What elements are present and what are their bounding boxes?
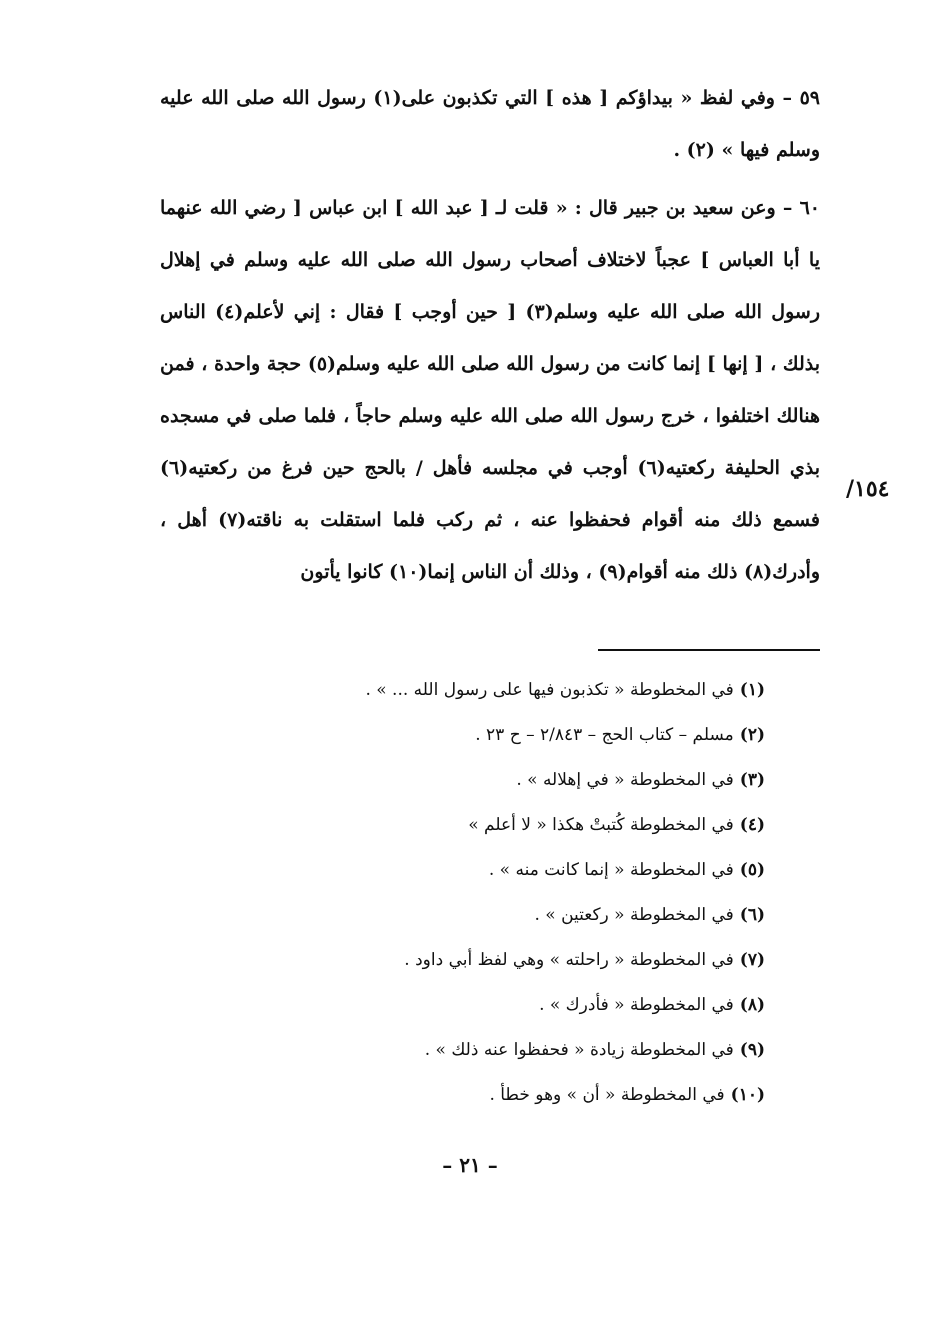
footnote-number: (٧)	[739, 950, 765, 970]
footnote-text: في المخطوطة « تكذبون فيها على رسول الله ... » .	[365, 680, 734, 700]
footnote	[200, 938, 765, 983]
footnote	[200, 983, 765, 1028]
footnote	[200, 1073, 765, 1118]
footnote	[200, 893, 765, 938]
footnote-number: (٢)	[739, 725, 765, 745]
manuscript-folio-marker: ١٥٤/	[846, 476, 890, 502]
footnote-text: مسلم – كتاب الحج – ٢/٨٤٣ – ح ٢٣ .	[475, 725, 734, 745]
hadith-60-paragraph: ٦٠ – وعن سعيد بن جبير قال : « قلت لـ [ عبد الله ] ابن عباس [ رضي الله عنهما يا أبا العباس ] عجباً لاختلاف أصحاب رسول الله صلى الله عليه وسلم في إهلال رسول الله صلى الله عليه وسلم(٣) [ حين أوجب ] فقال : إني لأعلم(٤) الناس بذلك ، [ إنها ] إنما كانت من رسول الله صلى الله عليه وسلم(٥) حجة واحدة ، فمن هنالك اختلفوا ، خرج رسول الله صلى الله عليه وسلم حاجاً ، فلما صلى في مسجده بذي الحليفة ركعتيه(٦) أوجب في مجلسه فأهل / بالحج حين فرغ من ركعتيه(٦) فسمع ذلك منه أقوام فحفظوا عنه ، ثم ركب فلما استقلت به ناقته(٧) أهل ، وأدرك(٨) ذلك منه أقوام(٩) ، وذلك أن الناس إنما(١٠) كانوا يأتون	[160, 197, 820, 583]
footnote-separator	[598, 649, 820, 651]
footnote-number: (٦)	[739, 905, 765, 925]
page-number: – ٢١ –	[442, 1153, 498, 1177]
footnote	[200, 803, 765, 848]
footnote-number: (٨)	[739, 995, 765, 1015]
footnote	[200, 848, 765, 893]
footnote-text: في المخطوطة « في إهلاله » .	[516, 770, 734, 790]
footnote	[200, 758, 765, 803]
footnote-number: (١)	[739, 680, 765, 700]
footnote-text: في المخطوطة « راحلته » وهي لفظ أبي داود .	[404, 950, 734, 970]
footnote-text: في المخطوطة كُتبتْ هكذا « لا أعلم »	[468, 815, 734, 835]
footnote-text: في المخطوطة « فأدرك » .	[539, 995, 734, 1015]
footnote-number: (٤)	[739, 815, 765, 835]
footnote-text: في المخطوطة زيادة « فحفظوا عنه ذلك » .	[424, 1040, 734, 1060]
main-text	[160, 72, 820, 598]
footnote-number: (١٠)	[730, 1085, 765, 1105]
footnote	[200, 668, 765, 713]
footnote-text: في المخطوطة « أن » وهو خطأ .	[489, 1085, 725, 1105]
footnote-number: (٣)	[739, 770, 765, 790]
footnote	[200, 1028, 765, 1073]
footnote-text: في المخطوطة « ركعتين » .	[534, 905, 734, 925]
footnote-text: في المخطوطة « إنما كانت منه » .	[488, 860, 734, 880]
footnote	[200, 713, 765, 758]
footnotes	[200, 668, 765, 1118]
footnote-number: (٥)	[739, 860, 765, 880]
footnote-number: (٩)	[739, 1040, 765, 1060]
hadith-59-paragraph: ٥٩ – وفي لفظ « بيداؤكم [ هذه ] التي تكذبون على(١) رسول الله صلى الله عليه وسلم فيها » (٢) .	[160, 87, 820, 161]
